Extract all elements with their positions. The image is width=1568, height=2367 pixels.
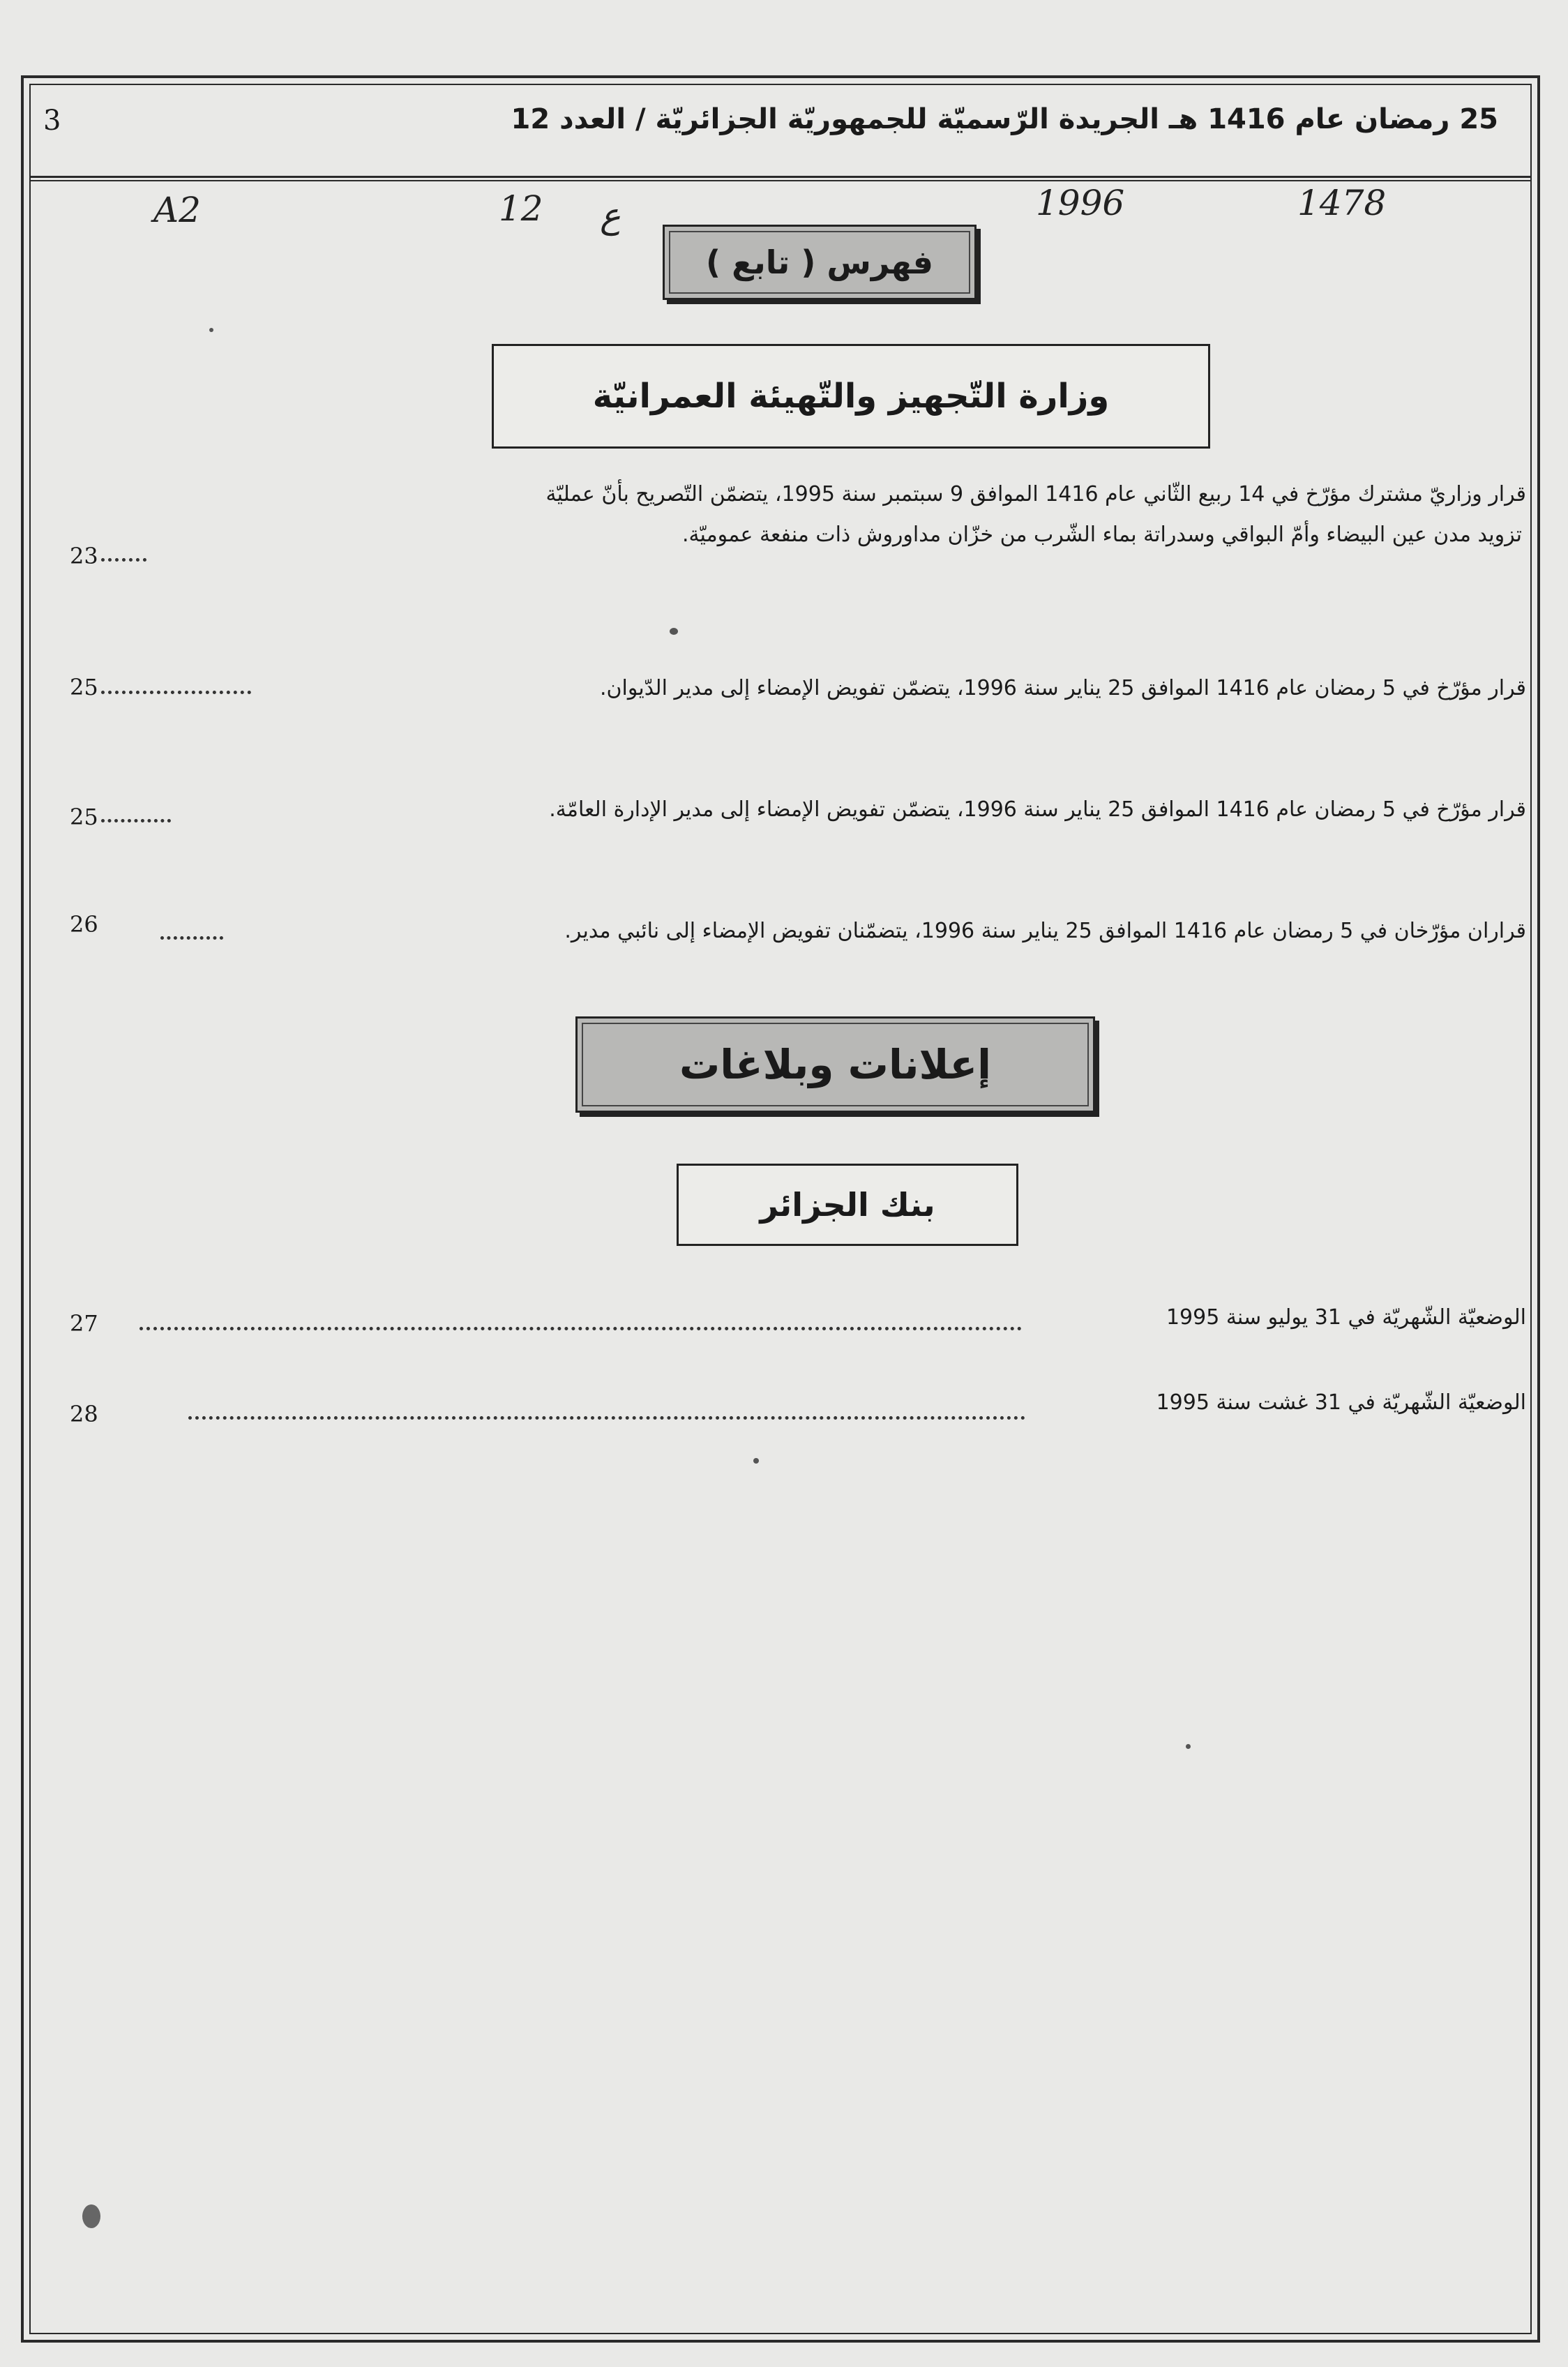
entry-text-line: قرار وزاريّ مشترك مؤرّخ في 14 ربيع الثّاني عام 1416 الموافق 9 سبتمبر سنة 1995، يتضمّن التّصريح بأنّ عمليّة (545, 482, 1526, 506)
scan-speck (82, 2204, 100, 2228)
bank-entry-text: الوضعيّة الشّهريّة في 31 غشت سنة 1995 (1156, 1390, 1526, 1415)
announcements-title: إعلانات وبلاغات (679, 1041, 992, 1088)
bank-entry-text: الوضعيّة الشّهريّة في 31 يوليو سنة 1995 (1166, 1305, 1526, 1330)
entry-page-number: 25 (70, 674, 98, 700)
announcements-title-box (575, 1016, 1095, 1113)
scan-speck (670, 628, 678, 635)
entry-text-line: قرار مؤرّخ في 5 رمضان عام 1416 الموافق 25 يناير سنة 1996، يتضمّن تفويض الإمضاء إلى مدير الدّيوان. (599, 676, 1526, 700)
bank-heading: بنك الجزائر (760, 1186, 935, 1224)
dot-leader (101, 819, 171, 822)
entry-text-line: تزويد مدن عين البيضاء وأمّ البواقي وسدراتة بماء الشّرب من خزّان مداوروش ذات منفعة عموميّة. (681, 523, 1522, 547)
header-page-number: 3 (43, 105, 61, 137)
handwritten-note: 1478 (1297, 183, 1387, 223)
index-entry (600, 668, 1526, 709)
index-title-box (663, 225, 977, 300)
header-divider-thin (29, 180, 1532, 181)
bank-entry-page-number: 28 (70, 1401, 98, 1427)
index-entry (546, 474, 1527, 555)
bank-entry (1156, 1383, 1526, 1423)
scan-speck (753, 1458, 759, 1464)
scan-speck (1186, 1744, 1191, 1749)
ministry-heading-box (492, 344, 1210, 449)
header-divider (29, 176, 1532, 178)
handwritten-note: A2 (153, 190, 201, 230)
index-title: فهرس ( تابع ) (706, 243, 933, 281)
entry-text-line: قرار مؤرّخ في 5 رمضان عام 1416 الموافق 25 يناير سنة 1996، يتضمّن تفويض الإمضاء إلى مدير الإدارة العامّة. (549, 797, 1526, 822)
dot-leader (188, 1416, 1025, 1420)
bank-heading-box (677, 1164, 1018, 1246)
index-entry (549, 790, 1526, 830)
handwritten-note: ع (600, 195, 621, 236)
handwritten-note: 12 (499, 188, 543, 229)
bank-entry (1166, 1298, 1526, 1338)
dot-leader (160, 936, 223, 940)
dot-leader (101, 691, 251, 694)
entry-page-number: 26 (70, 911, 98, 938)
handwritten-note: 1996 (1036, 183, 1125, 223)
entry-text-line: قراران مؤرّخان في 5 رمضان عام 1416 الموافق 25 يناير سنة 1996، يتضمّنان تفويض الإمضاء إلى نائبي مدير. (564, 919, 1526, 943)
bank-entry-page-number: 27 (70, 1310, 98, 1337)
entry-page-number: 23 (70, 543, 98, 569)
index-entry (564, 911, 1526, 952)
scan-speck (209, 328, 213, 332)
dot-leader (140, 1327, 1022, 1330)
entry-page-number: 25 (70, 804, 98, 830)
dot-leader (101, 558, 146, 562)
ministry-heading: وزارة التّجهيز والتّهيئة العمرانيّة (592, 377, 1110, 416)
journal-header-title: 25 رمضان عام 1416 هـ الجريدة الرّسميّة للجمهوريّة الجزائريّة / العدد 12 (511, 103, 1498, 135)
